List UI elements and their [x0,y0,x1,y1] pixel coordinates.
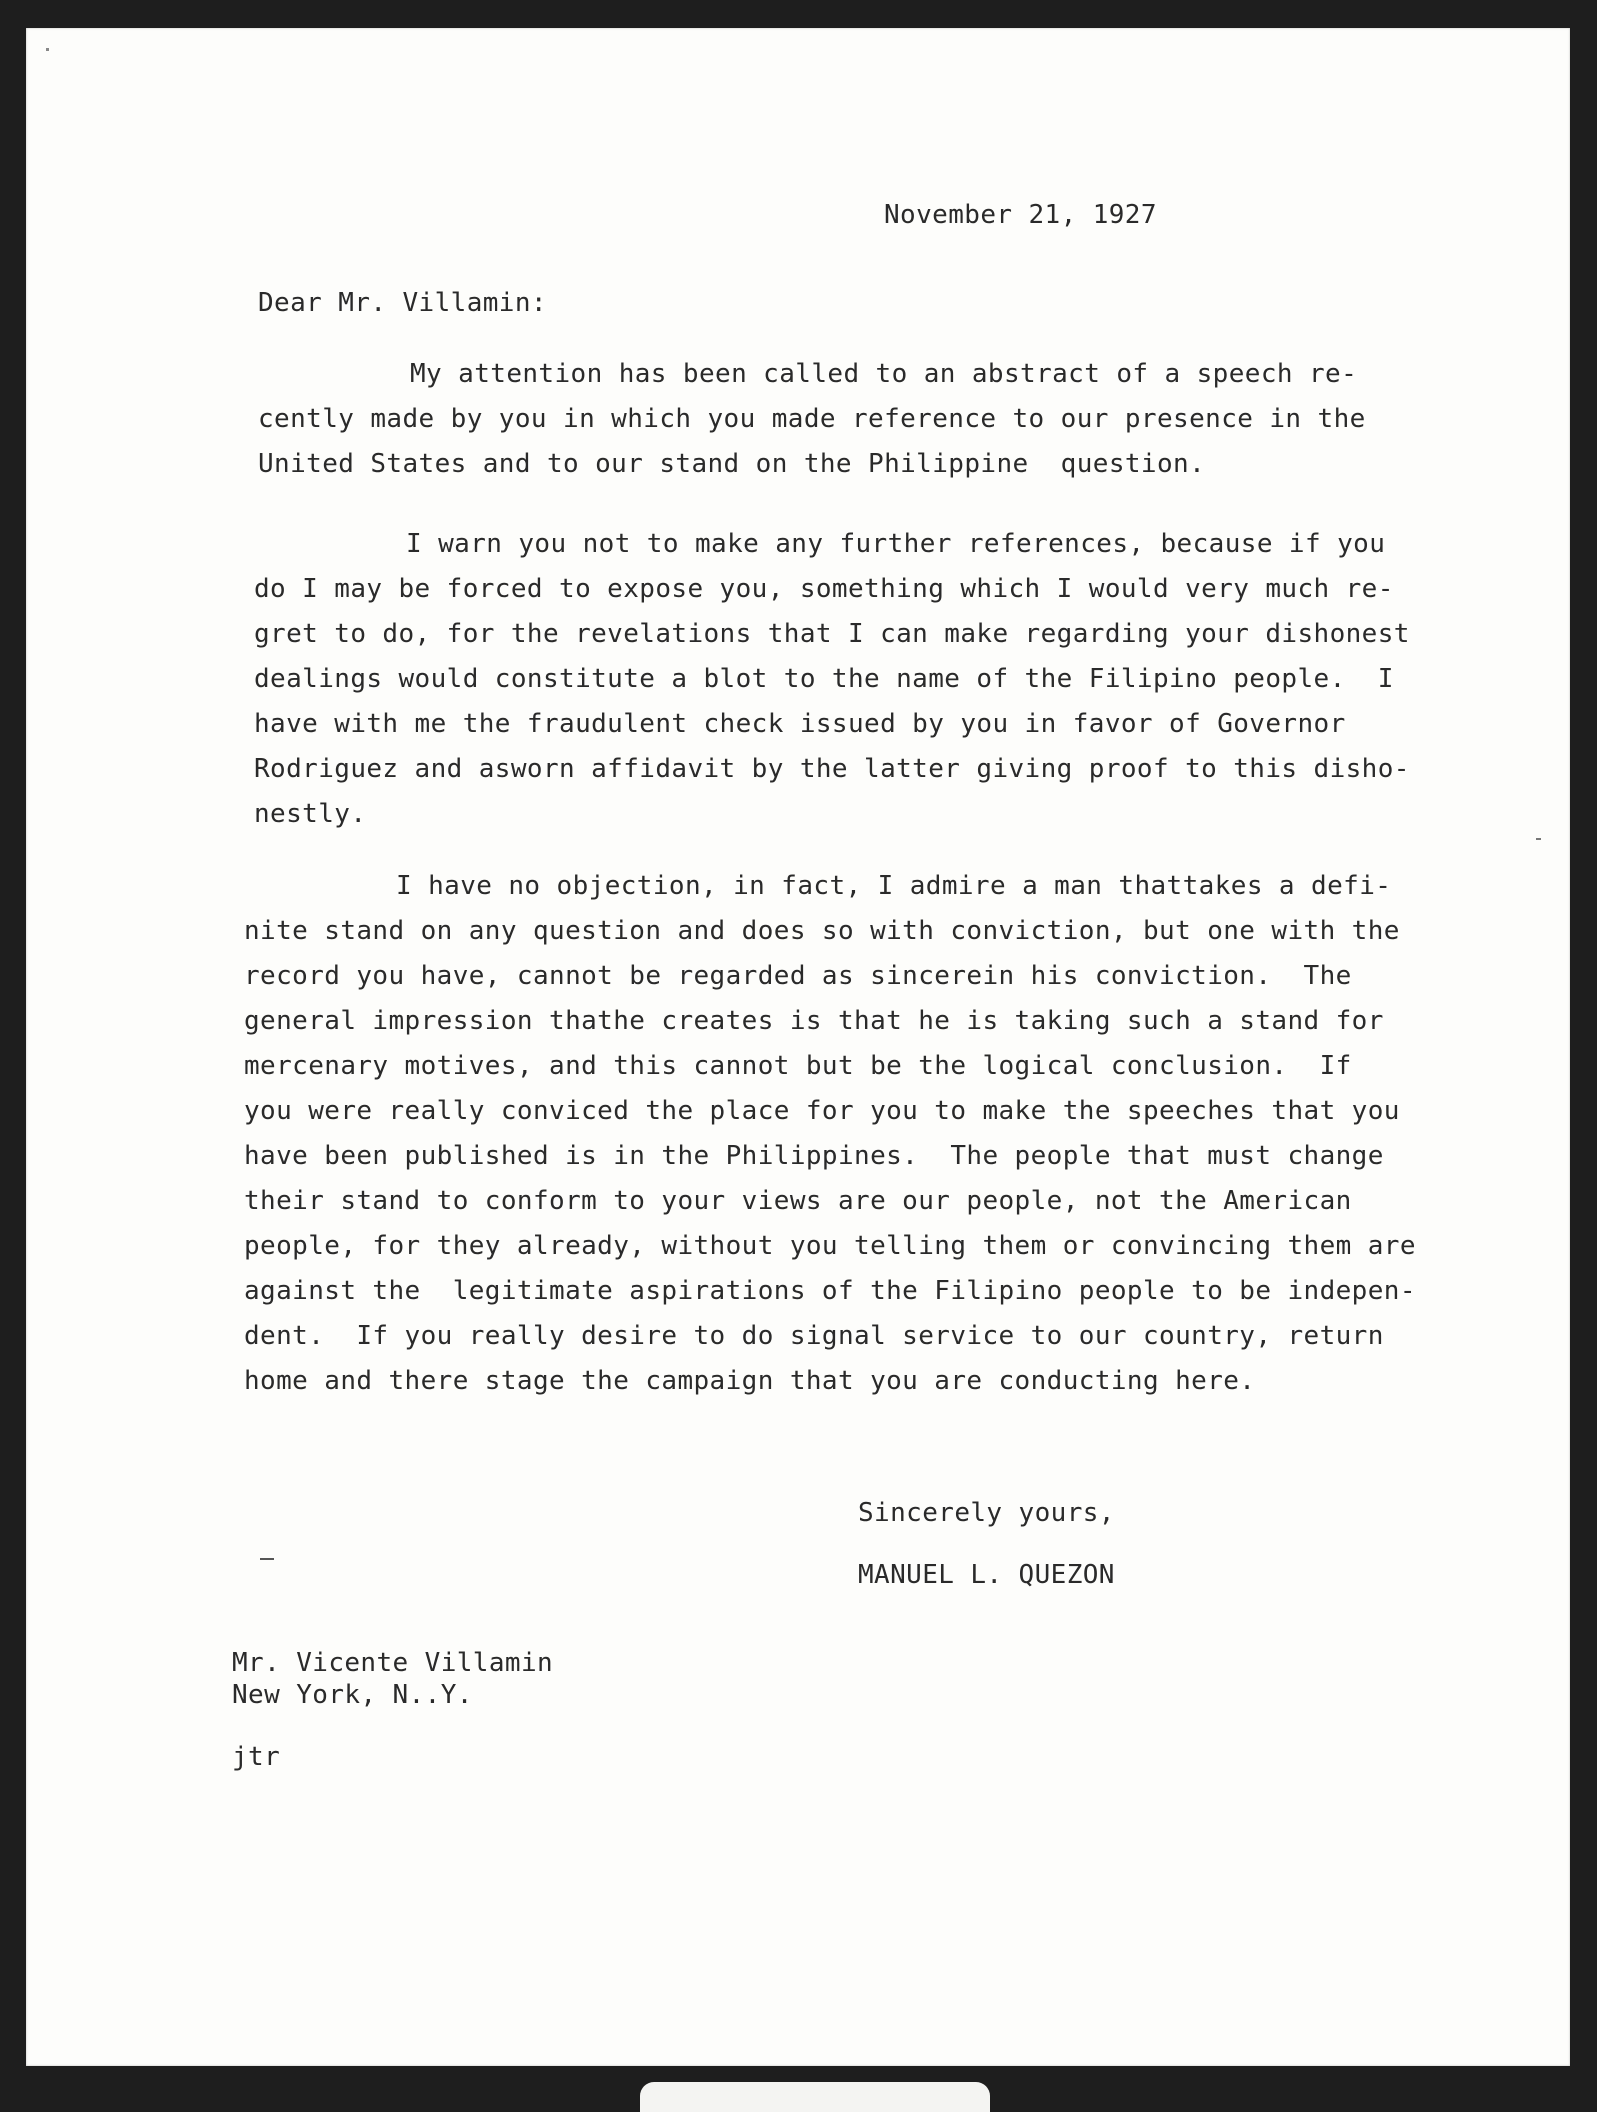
paragraph-line: against the legitimate aspirations of the Filipino people to be indepen- [244,1276,1416,1306]
paragraph-line: nite stand on any question and does so with conviction, but one with the [244,916,1400,946]
paragraph-line: record you have, cannot be regarded as sincerein his conviction. The [244,961,1352,991]
paragraph-line: My attention has been called to an abstract of a speech re- [410,359,1358,389]
salutation: Dear Mr. Villamin: [258,288,547,318]
paragraph-line: have been published is in the Philippines. The people that must change [244,1141,1384,1171]
paragraph-line: home and there stage the campaign that you are conducting here. [244,1366,1256,1396]
paragraph-1 [258,352,1478,487]
paragraph-line: you were really conviced the place for you to make the speeches that you [244,1096,1400,1126]
recipient-city: New York, N..Y. [232,1680,473,1710]
paragraph-3 [244,864,1464,1404]
recipient-name: Mr. Vicente Villamin [232,1648,554,1678]
paragraph-line: have with me the fraudulent check issued by you in favor of Governor [254,709,1346,739]
paragraph-line: do I may be forced to expose you, something which I would very much re- [254,574,1394,604]
signer-name: MANUEL L. QUEZON [858,1560,1115,1590]
paragraph-line: dealings would constitute a blot to the name of the Filipino people. I [254,664,1394,694]
paragraph-line: gret to do, for the revelations that I can make regarding your dishonest [254,619,1410,649]
paragraph-line: I have no objection, in fact, I admire a man thattakes a defi- [396,871,1392,901]
paragraph-line: United States and to our stand on the Philippine question. [258,449,1206,479]
speck-mark [1536,838,1541,840]
paragraph-line: people, for they already, without you telling them or convincing them are [244,1231,1416,1261]
paragraph-line: general impression thathe creates is that he is taking such a stand for [244,1006,1384,1036]
paragraph-line: dent. If you really desire to do signal service to our country, return [244,1321,1384,1351]
paragraph-line: nestly. [254,799,367,829]
paragraph-line: mercenary motives, and this cannot but be the logical conclusion. If [244,1051,1352,1081]
paragraph-2 [254,522,1474,837]
paragraph-line: their stand to conform to your views are our people, not the American [244,1186,1352,1216]
speck-mark [46,48,49,51]
paragraph-line: cently made by you in which you made reference to our presence in the [258,404,1366,434]
paragraph-line: Rodriguez and asworn affidavit by the latter giving proof to this disho- [254,754,1410,784]
speck-mark [260,1558,274,1560]
closing: Sincerely yours, [858,1498,1115,1528]
paper-tab [640,2082,990,2112]
letter-date: November 21, 1927 [884,200,1157,230]
paragraph-line: I warn you not to make any further references, because if you [406,529,1386,559]
typist-initials: jtr [232,1742,281,1772]
